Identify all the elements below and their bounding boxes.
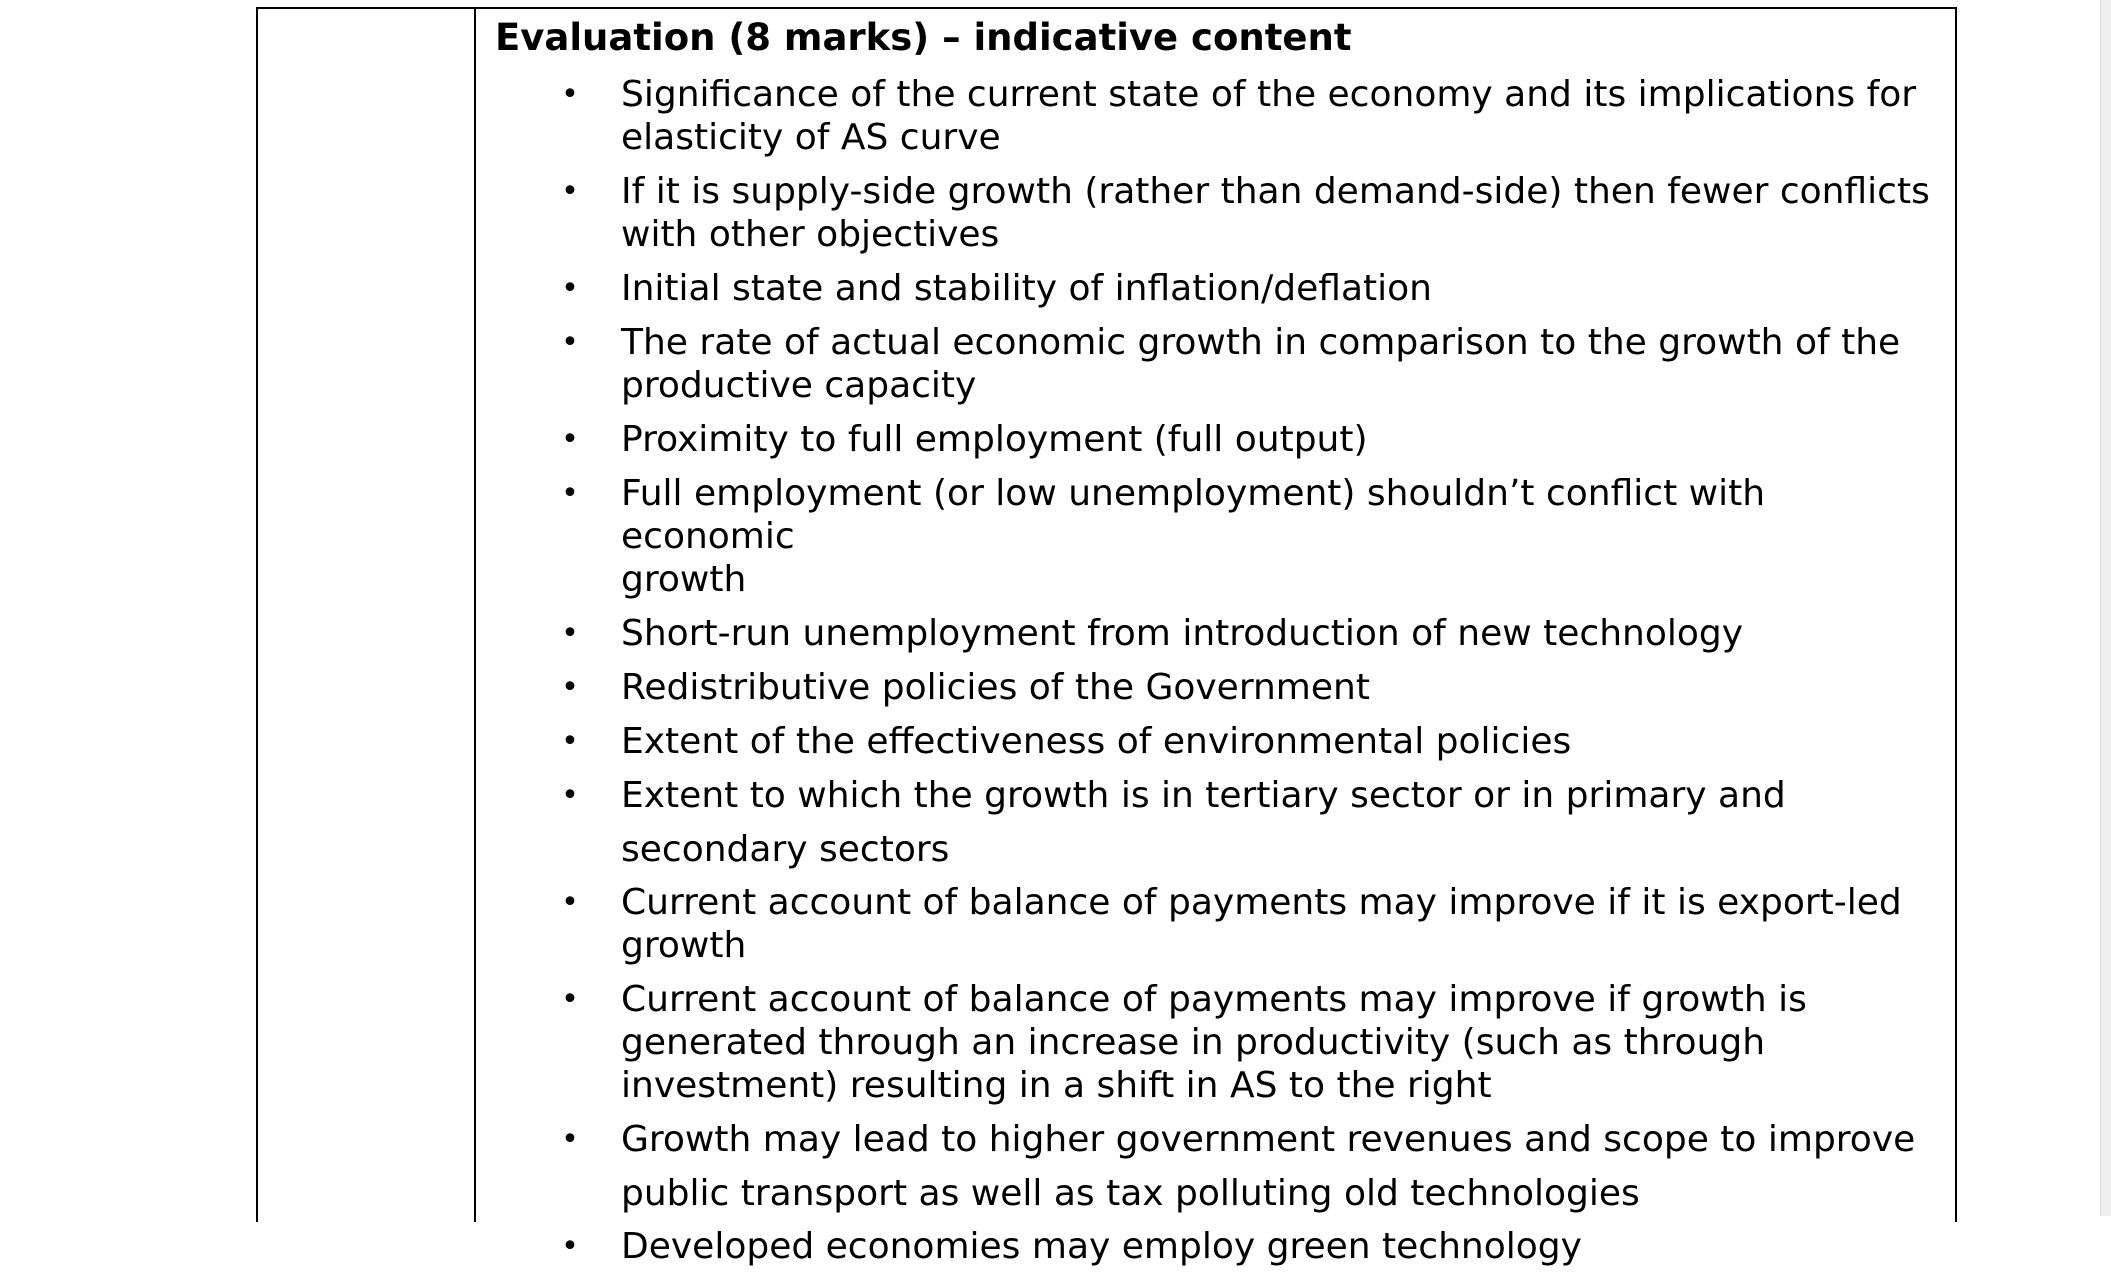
- bullet-icon: •: [561, 325, 579, 360]
- bullet-icon: •: [561, 724, 579, 759]
- mark-scheme-table: [256, 7, 1957, 1267]
- list-item: [476, 978, 1946, 1107]
- item-text-line: Extent of the effectiveness of environmental policies: [621, 721, 1572, 762]
- indicative-content-cell: [476, 9, 1955, 1267]
- bullet-icon: •: [561, 271, 579, 306]
- marks-column: [258, 9, 476, 1222]
- list-item: [476, 612, 1946, 655]
- item-text-line: Redistributive policies of the Government: [621, 667, 1370, 708]
- list-item: [476, 170, 1946, 256]
- list-item: [476, 73, 1946, 159]
- list-item: [476, 321, 1946, 407]
- bullet-icon: •: [561, 778, 579, 813]
- page-edge: [2100, 0, 2111, 1216]
- bullet-icon: •: [561, 422, 579, 457]
- item-text-line: Current account of balance of payments may improve if growth is: [621, 979, 1807, 1020]
- bullet-icon: •: [561, 77, 579, 112]
- list-item: [476, 418, 1946, 461]
- item-text-line: Growth may lead to higher government revenues and scope to improve: [621, 1119, 1916, 1160]
- item-text-line: Short-run unemployment from introduction of new technology: [621, 613, 1744, 654]
- evaluation-heading: Evaluation (8 marks) – indicative content: [495, 16, 1352, 59]
- list-item: [476, 1225, 1946, 1268]
- item-text-line: growth: [621, 559, 747, 600]
- item-text-line: Significance of the current state of the economy and its implications for: [621, 74, 1917, 115]
- bullet-icon: •: [561, 670, 579, 705]
- item-text-line: Full employment (or low unemployment) shouldn’t conflict with economic: [621, 473, 1766, 557]
- item-text-line: generated through an increase in productivity (such as through: [621, 1022, 1766, 1063]
- bullet-icon: •: [561, 982, 579, 1017]
- item-text-line: If it is supply-side growth (rather than demand-side) then fewer conflicts: [621, 171, 1930, 212]
- evaluation-list: [476, 73, 1946, 1279]
- item-text-line: elasticity of AS curve: [621, 117, 1001, 158]
- item-text-line: productive capacity: [621, 365, 977, 406]
- bullet-icon: •: [561, 174, 579, 209]
- item-text-line: with other objectives: [621, 214, 1000, 255]
- item-text-line: Current account of balance of payments may improve if it is export-led: [621, 882, 1902, 923]
- list-item: [476, 769, 1946, 877]
- item-text-line: Proximity to full employment (full output): [621, 419, 1368, 460]
- item-text-line: secondary sectors: [621, 829, 950, 870]
- list-item: [476, 472, 1946, 601]
- bullet-icon: •: [561, 1229, 579, 1264]
- bullet-icon: •: [561, 616, 579, 651]
- bullet-icon: •: [561, 885, 579, 920]
- item-text-line: growth: [621, 925, 747, 966]
- list-item: [476, 666, 1946, 709]
- list-item: [476, 267, 1946, 310]
- item-text-line: The rate of actual economic growth in comparison to the growth of the: [621, 322, 1901, 363]
- item-text-line: investment) resulting in a shift in AS to the right: [621, 1065, 1492, 1106]
- bullet-icon: •: [561, 1122, 579, 1157]
- item-text-line: public transport as well as tax polluting old technologies: [621, 1173, 1640, 1214]
- list-item: [476, 1113, 1946, 1221]
- list-item: [476, 720, 1946, 763]
- list-item: [476, 881, 1946, 967]
- item-text-line: Extent to which the growth is in tertiary sector or in primary and: [621, 775, 1786, 816]
- item-text-line: Developed economies may employ green technology: [621, 1226, 1582, 1267]
- bullet-icon: •: [561, 476, 579, 511]
- item-text-line: Initial state and stability of inflation/deflation: [621, 268, 1433, 309]
